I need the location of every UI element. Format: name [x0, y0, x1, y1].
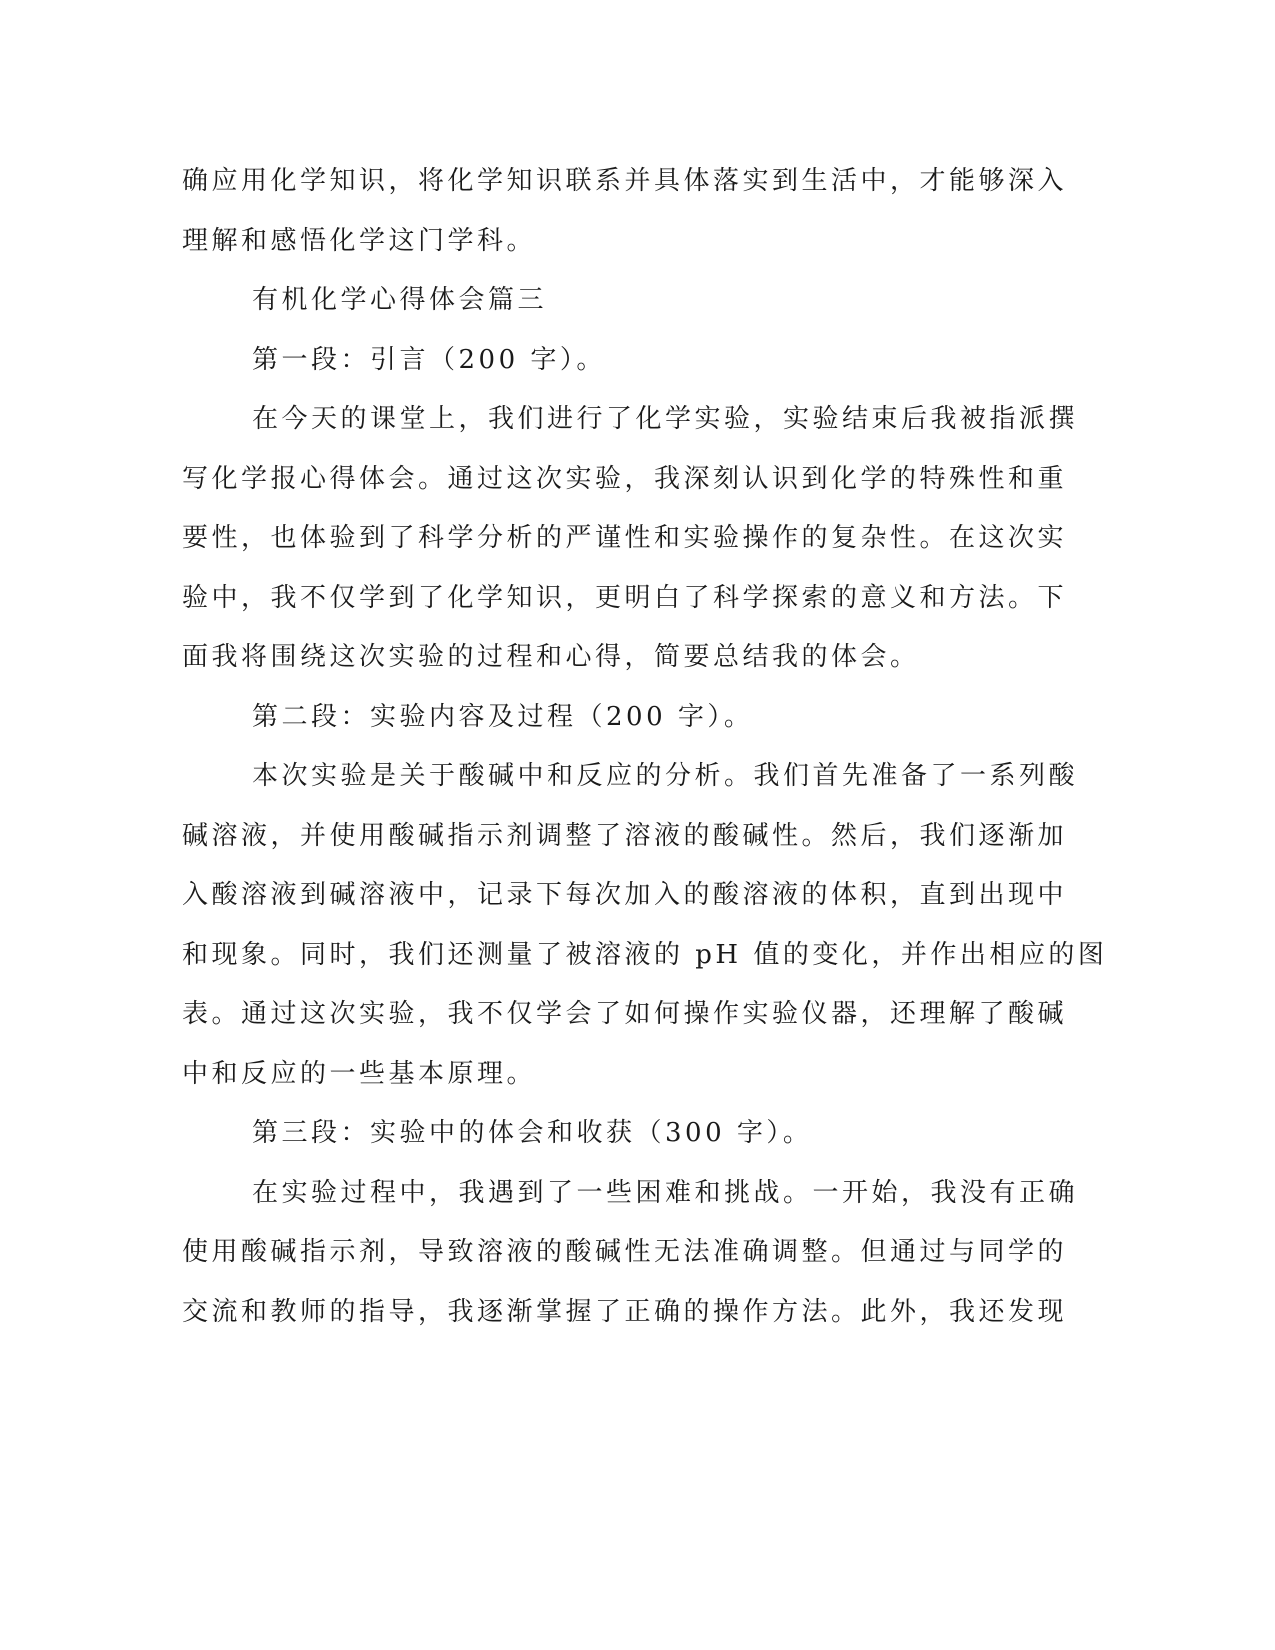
text-line: 理解和感悟化学这门学科。 [182, 225, 537, 256]
paragraph-conclusion-fragment [182, 152, 1068, 271]
section-heading [182, 271, 1032, 331]
text-line: 入酸溶液到碱溶液中，记录下每次加入的酸溶液的体积，直到出现中 [182, 880, 1068, 910]
text-line: 和现象。同时，我们还测量了被溶液的 pH 值的变化，并作出相应的图 [182, 939, 1108, 970]
subheading-part-one [182, 331, 1032, 391]
subheading-part-two [182, 688, 1032, 748]
subheading-part-three [182, 1104, 1032, 1164]
subheading-text: 第一段：引言（200 字）。 [252, 344, 606, 375]
text-line: 验中，我不仅学到了化学知识，更明白了科学探索的意义和方法。下 [182, 582, 1068, 613]
text-line: 确应用化学知识，将化学知识联系并具体落实到生活中，才能够深入 [182, 166, 1068, 196]
subheading-text: 第二段：实验内容及过程（200 字）。 [252, 701, 754, 732]
paragraph-introduction [182, 390, 1079, 688]
heading-text: 有机化学心得体会篇三 [252, 285, 548, 315]
body-text [182, 152, 1108, 1342]
text-line: 使用酸碱指示剂，导致溶液的酸碱性无法准确调整。但通过与同学的 [182, 1237, 1068, 1267]
text-line: 在实验过程中，我遇到了一些困难和挑战。一开始，我没有正确 [252, 1177, 1079, 1208]
subheading-text: 第三段：实验中的体会和收获（300 字）。 [252, 1118, 813, 1148]
text-line: 表。通过这次实验，我不仅学会了如何操作实验仪器，还理解了酸碱 [182, 999, 1068, 1029]
text-line: 面我将围绕这次实验的过程和心得，简要总结我的体会。 [182, 642, 920, 672]
text-line: 碱溶液，并使用酸碱指示剂调整了溶液的酸碱性。然后，我们逐渐加 [182, 820, 1068, 851]
paragraph-experiment-content [182, 747, 1108, 1104]
text-line: 中和反应的一些基本原理。 [182, 1058, 537, 1089]
text-line: 写化学报心得体会。通过这次实验，我深刻认识到化学的特殊性和重 [182, 463, 1068, 494]
text-line: 本次实验是关于酸碱中和反应的分析。我们首先准备了一系列酸 [252, 761, 1079, 791]
text-line: 交流和教师的指导，我逐渐掌握了正确的操作方法。此外，我还发现 [182, 1296, 1068, 1327]
text-line: 要性，也体验到了科学分析的严谨性和实验操作的复杂性。在这次实 [182, 523, 1068, 553]
text-line: 在今天的课堂上，我们进行了化学实验，实验结束后我被指派撰 [252, 404, 1079, 434]
paragraph-reflections [182, 1164, 1079, 1343]
